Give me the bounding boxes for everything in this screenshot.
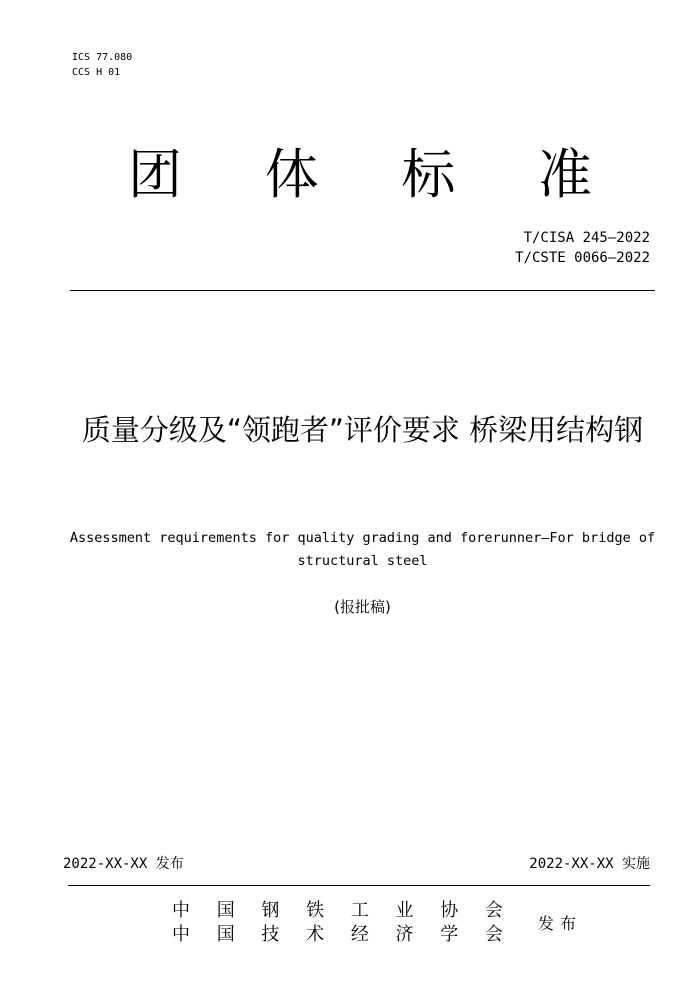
cste-number: T/CSTE 0066—2022 <box>515 250 650 266</box>
publisher-char: 技 <box>261 924 280 945</box>
publisher-steel-association <box>170 896 505 921</box>
draft-status: (报批稿) <box>334 598 391 616</box>
classification-codes <box>72 50 132 80</box>
publisher-char: 中 <box>172 924 190 945</box>
publisher-char: 会 <box>484 900 503 921</box>
standard-type-heading <box>110 140 610 210</box>
release-date: 2022-XX-XX 发布 <box>63 856 184 872</box>
standard-type-char: 体 <box>264 143 319 206</box>
publisher-char: 国 <box>216 900 235 921</box>
publish-label: 发布 <box>538 914 583 933</box>
publisher-char: 会 <box>484 924 503 945</box>
publisher-char: 术 <box>306 924 325 945</box>
standard-type-char: 标 <box>401 143 456 206</box>
ics-code: ICS 77.080 <box>72 52 133 63</box>
publisher-char: 业 <box>395 900 414 921</box>
publisher-char: 中 <box>172 900 190 921</box>
english-title: Assessment requirements for quality grading and forerunner—For bridge of structural steel <box>69 530 656 569</box>
cisa-number: T/CISA 245—2022 <box>523 230 650 246</box>
publisher-char: 工 <box>350 900 369 921</box>
publisher-char: 钢 <box>261 900 280 921</box>
implement-date: 2022-XX-XX 实施 <box>529 856 650 872</box>
chinese-title: 质量分级及“领跑者”评价要求 桥梁用结构钢 <box>81 413 644 447</box>
ccs-code: CCS H 01 <box>72 67 121 78</box>
standard-type-char: 准 <box>537 143 592 206</box>
publisher-char: 济 <box>395 924 414 945</box>
publisher-char: 铁 <box>306 900 325 921</box>
standard-numbers <box>515 228 650 268</box>
top-divider <box>70 290 655 291</box>
publisher-char: 学 <box>440 924 459 945</box>
standard-type-char: 团 <box>128 143 182 206</box>
publisher-tech-economics-society <box>170 920 505 945</box>
publisher-char: 国 <box>216 924 235 945</box>
publisher-char: 经 <box>350 924 369 945</box>
publisher-char: 协 <box>440 900 459 921</box>
bottom-divider <box>68 885 650 886</box>
